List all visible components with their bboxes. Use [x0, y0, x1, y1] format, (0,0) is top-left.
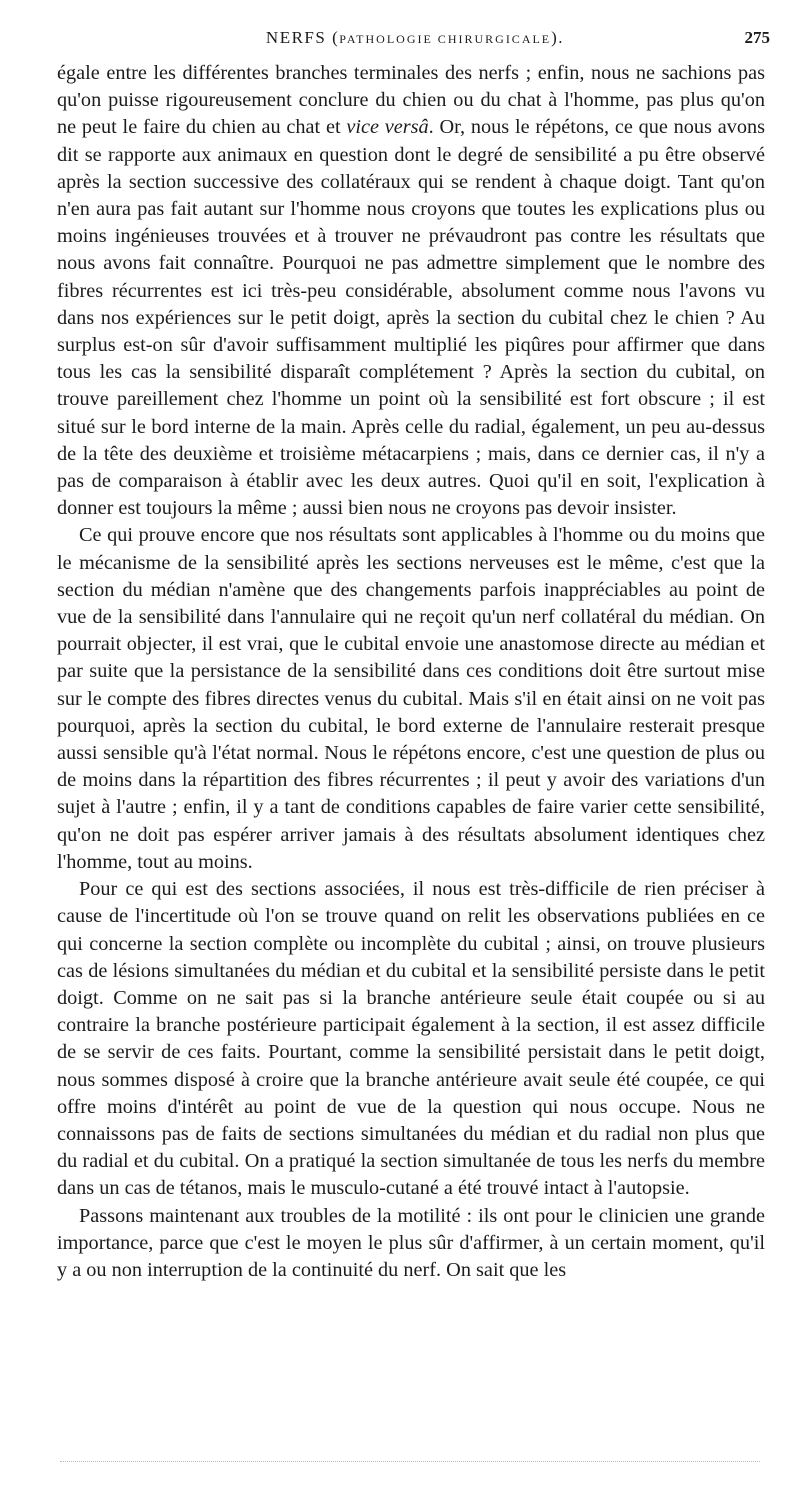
page-number: 275 [744, 28, 770, 47]
running-title-subtitle: PATHOLOGIE CHIRURGICALE [339, 32, 552, 46]
running-header [60, 28, 770, 52]
footer-rule [60, 1461, 760, 1462]
running-title [60, 28, 770, 48]
paragraph [57, 60, 765, 522]
paragraph [57, 522, 765, 876]
paragraph-text: Pour ce qui est des sections associées, il nous est très-difficile de rien préciser à cause de l'incertitude où l'on se trouve quand on relit les observations publiées en ce qui concerne la section complète ou incomplète du cubital ; ainsi, on trouve plusieurs cas de lésions simultanées du médian et du cubital et la sensibilité persiste dans le petit doigt. Comme on ne sait pas si la branche antérieure seule était coupée ou si au contraire la branche postérieure participait également à la section, il est assez difficile de se servir de ces faits. Pourtant, comme la sensibilité persistait dans le petit doigt, nous sommes disposé à croire que la branche antérieure avait seule été coupée, ce qui offre moins d'intérêt au point de vue de la question qui nous occupe. Nous ne connaissons pas de faits de sections simultanées du médian et du radial non plus que du radial et du cubital. On a pratiqué la section simultanée de tous les nerfs du membre dans un cas de tétanos, mais le musculo-cutané a été trouvé intact à l'autopsie. [57, 878, 765, 1200]
paragraph [57, 876, 765, 1202]
running-title-main: NERFS ( [265, 28, 340, 47]
running-title-end: ). [551, 28, 565, 47]
paragraph-text: Passons maintenant aux troubles de la motilité : ils ont pour le clinicien une grande importance, parce que c'est le moyen le plus sûr d'affirmer, à un certain moment, qu'il y a ou non interruption de la continuité du nerf. On sait que les [57, 1204, 765, 1281]
paragraph-text: Ce qui prouve encore que nos résultats sont applicables à l'homme ou du moins que le mécanisme de la sensibilité après les sections nerveuses est le même, c'est que la section du médian n'amène que des changements parfois inappréciables au point de vue de la sensibilité dans l'annulaire qui ne reçoit qu'un nerf collatéral du médian. On pourrait objecter, il est vrai, que le cubital envoie une anastomose directe au médian et par suite que la persistance de la sensibilité dans ces conditions doit être surtout mise sur le compte des fibres directes venus du cubital. Mais s'il en était ainsi on ne voit pas pourquoi, après la section du cubital, le bord externe de l'annulaire resterait presque aussi sensible qu'à l'état normal. Nous le répétons encore, c'est une question de plus ou de moins dans la répartition des fibres récurrentes ; il peut y avoir des variations d'un sujet à l'autre ; enfin, il y a tant de conditions capables de faire varier cette sensibilité, qu'on ne doit pas espérer arriver jamais à des résultats absolument identiques chez l'homme, tout au moins. [57, 524, 765, 873]
paragraph-text: égale entre les différentes branches terminales des nerfs ; enfin, nous ne sachions pas qu'on puisse rigoureusement conclure du chien ou du chat à l'homme, pas plus qu'on ne peut le faire du chien au chat et [57, 62, 765, 139]
italic-phrase: vice versâ [346, 116, 429, 139]
body-text [57, 60, 765, 1284]
paragraph [57, 1203, 765, 1285]
paragraph-text: . Or, nous le répétons, ce que nous avons dit se rapporte aux animaux en question dont le degré de sensibilité a pu être observé après la section successive des collatéraux qui se rendent à chaque doigt. Tant qu'on n'en aura pas fait autant sur l'homme nous croyons que toutes les explications plus ou moins ingénieuses trouvées et à trouver ne prévaudront pas contre les résultats que nous avons fait connaître. Pourquoi ne pas admettre simplement que le nombre des fibres récurrentes est ici très-peu considérable, absolument comme nous l'avons vu dans nos expériences sur le petit doigt, après la section du cubital chez le chien ? Au surplus est-on sûr d'avoir suffisamment multiplié les piqûres pour affirmer que dans tous les cas la sensibilité disparaît complétement ? Après la section du cubital, on trouve pareillement chez l'homme un point où la sensibilité est fort obscure ; il est situé sur le bord interne de la main. Après celle du radial, également, un peu au-dessus de la tête des deuxième et troisième métacarpiens ; mais, dans ce dernier cas, il n'y a pas de comparaison à établir avec les deux autres. Quoi qu'il en soit, l'explication à donner est toujours la même ; aussi bien nous ne croyons pas devoir insister. [57, 116, 766, 520]
